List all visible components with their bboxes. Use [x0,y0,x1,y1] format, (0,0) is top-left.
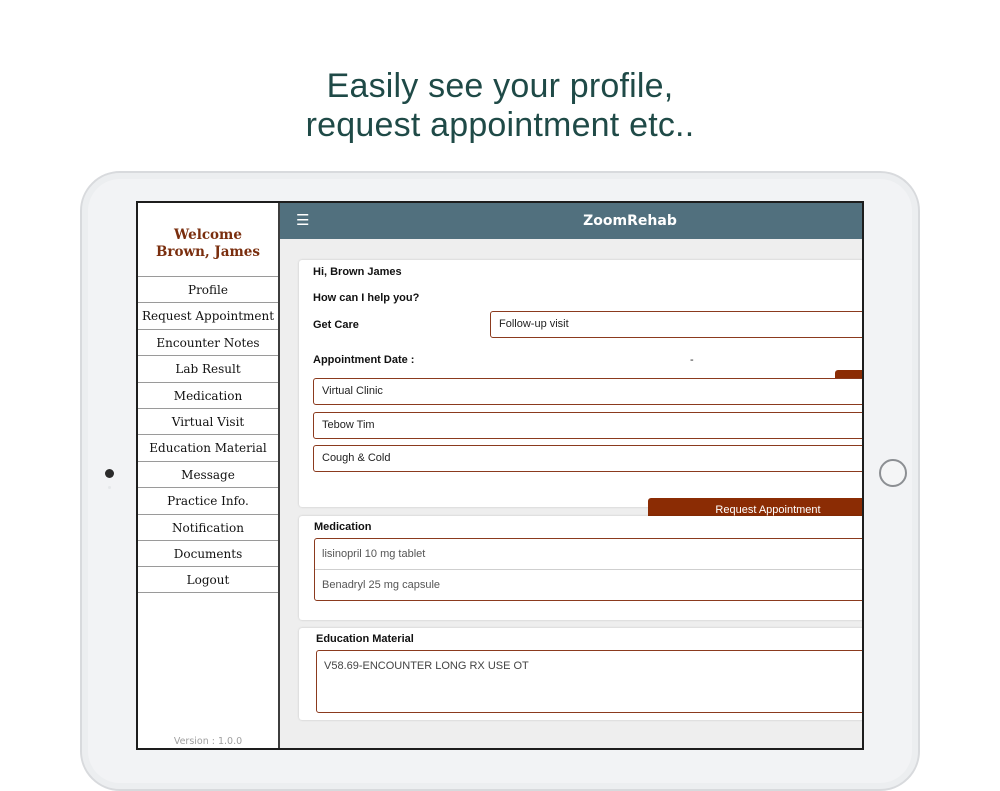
get-care-label: Get Care [313,319,359,331]
promo-headline-line1: Easily see your profile, [326,67,674,105]
main-content [280,239,864,750]
version-label: Version : 1.0.0 [173,736,243,747]
top-bar [280,203,864,239]
welcome-text [138,227,278,261]
request-appointment-button[interactable]: Request Appointment [648,498,864,522]
request-appointment-card [299,260,864,516]
camera-icon [105,469,114,478]
sidebar-item-notification[interactable]: Notification [138,514,278,540]
sidebar-item-request-appointment[interactable]: Request Appointment [138,302,278,328]
greeting-text: Hi, Brown James [313,266,402,278]
sidebar-item-logout[interactable]: Logout [138,566,278,592]
sidebar-menu [138,276,278,593]
list-item[interactable]: Benadryl 25 mg capsule [322,579,441,591]
medication-title: Medication [314,521,372,533]
sidebar-item-message[interactable]: Message [138,461,278,487]
education-list [316,650,864,713]
sidebar-item-practice-info[interactable]: Practice Info. [138,487,278,513]
list-item[interactable]: lisinopril 10 mg tablet [315,539,864,570]
sidebar-item-medication[interactable]: Medication [138,382,278,408]
medication-list [314,538,864,601]
sidebar-item-education-material[interactable]: Education Material [138,434,278,460]
list-item[interactable]: V58.69-ENCOUNTER LONG RX USE OT [324,660,529,672]
app-screen [136,201,864,750]
sensor-dot [108,486,111,489]
sidebar [138,203,280,750]
sidebar-item-virtual-visit[interactable]: Virtual Visit [138,408,278,434]
app-title: ZoomRehab [583,213,677,229]
sidebar-item-encounter-notes[interactable]: Encounter Notes [138,329,278,355]
home-button[interactable] [879,459,907,487]
education-card [299,628,864,720]
sidebar-item-profile[interactable]: Profile [138,276,278,302]
reason-select[interactable]: Cough & Cold [313,445,864,472]
get-care-select[interactable]: Follow-up visit [490,311,864,338]
promo-headline-line2: request appointment etc.. [305,106,695,144]
education-title: Education Material [316,633,414,645]
provider-select[interactable]: Tebow Tim [313,412,864,439]
welcome-line: Welcome [174,227,242,243]
user-name: Brown, James [156,244,260,260]
appointment-date-label: Appointment Date : [313,354,415,366]
sidebar-item-documents[interactable]: Documents [138,540,278,566]
medication-card [299,516,864,620]
date-separator: - [690,354,694,366]
sidebar-item-lab-result[interactable]: Lab Result [138,355,278,381]
clinic-select[interactable]: Virtual Clinic [313,378,864,405]
help-prompt: How can I help you? [313,292,420,304]
hamburger-icon[interactable]: ☰ [296,212,310,229]
